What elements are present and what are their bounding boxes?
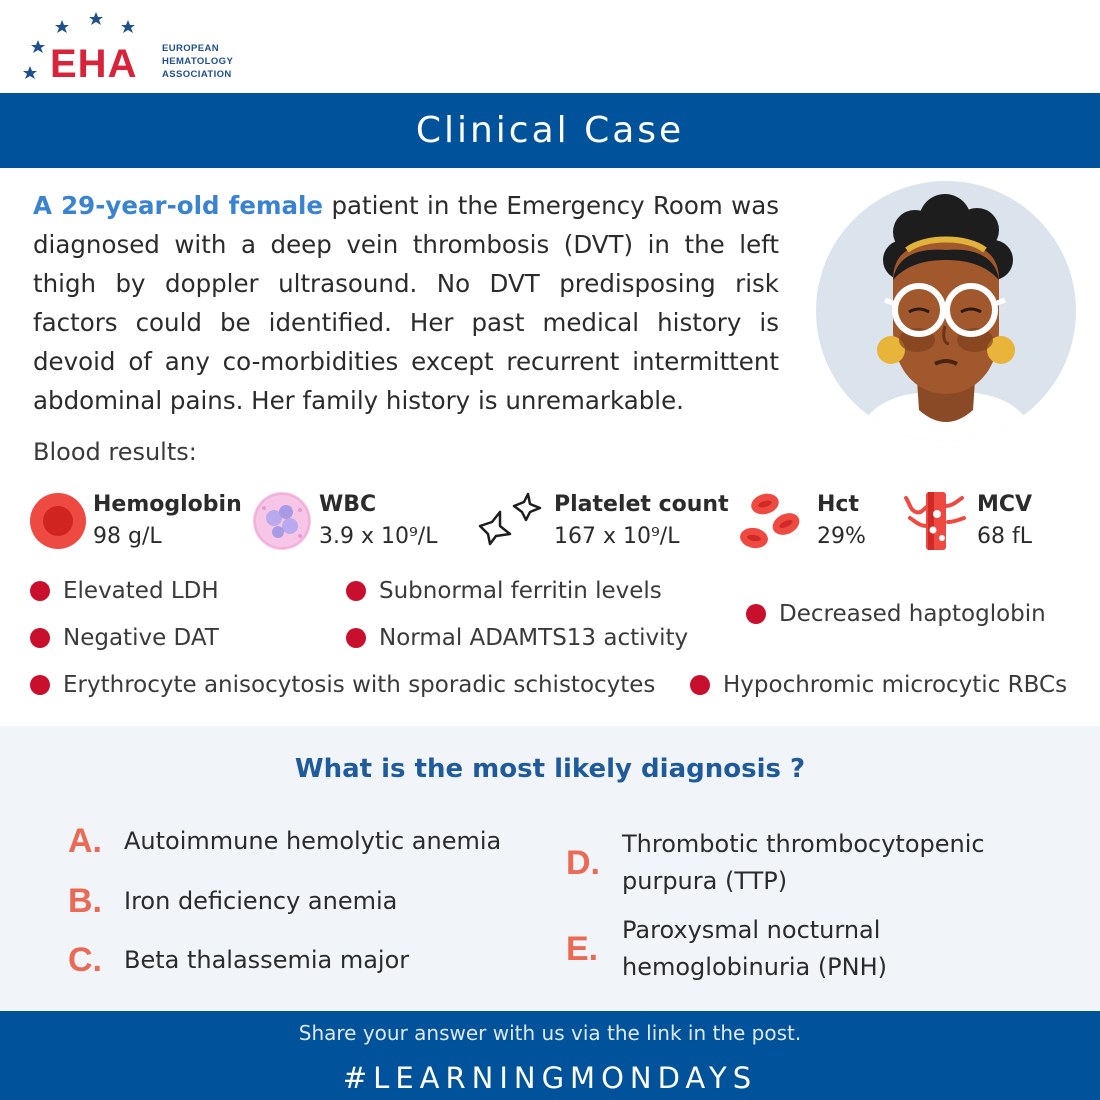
metric-name: Hemoglobin (93, 492, 242, 517)
metric-name: Platelet count (554, 492, 729, 517)
red-blood-cell-icon (26, 488, 90, 552)
metric-name: WBC (319, 492, 377, 517)
metric-value: 167 x 10⁹/L (554, 524, 680, 549)
metric-name: Hct (817, 492, 859, 517)
finding-negative-dat (30, 625, 219, 651)
option-text-line-1: Paroxysmal nocturnal (622, 916, 881, 944)
platelet-icon (470, 488, 550, 552)
header-bar (0, 93, 1100, 168)
bullet-icon (346, 628, 366, 648)
option-letter: E. (566, 929, 599, 968)
option-letter: B. (68, 882, 102, 920)
metric-value: 3.9 x 10⁹/L (319, 524, 438, 549)
case-body: patient in the Emergency Room was diagnosed with a deep vein thrombosis (DVT) in the left thigh by doppler ultrasound. No DVT predisposing risk factors could be identified. Her past medical history is devoid of any co-morbidities except recurrent intermittent abdominal pains. Her family history is unremarkable. (33, 191, 779, 415)
footer-bar (0, 1011, 1100, 1100)
share-prompt: Share your answer with us via the link in the post. (298, 1021, 802, 1045)
option-letter: A. (68, 822, 102, 860)
option-text-line-2: purpura (TTP) (622, 867, 788, 895)
bullet-icon (30, 628, 50, 648)
finding-elevated-ldh (30, 578, 219, 604)
eha-wordmark: EHA (50, 42, 138, 86)
finding-text: Normal ADAMTS13 activity (379, 625, 689, 651)
finding-text: Subnormal ferritin levels (379, 578, 662, 604)
option-text (622, 826, 985, 900)
finding-text: Decreased haptoglobin (779, 601, 1046, 627)
question-title: What is the most likely diagnosis ? (294, 754, 806, 784)
finding-text: Negative DAT (63, 625, 219, 651)
option-text (622, 912, 887, 986)
patient-highlight: A 29-year-old female (33, 191, 324, 220)
eha-logo (20, 10, 250, 88)
page-title: Clinical Case (415, 110, 685, 151)
blood-results-label: Blood results: (33, 438, 197, 466)
option-letter: C. (68, 941, 102, 979)
finding-haptoglobin (746, 601, 1046, 627)
metric-value: 29% (817, 524, 866, 549)
option-text: Iron deficiency anemia (124, 887, 398, 915)
option-d[interactable] (566, 826, 985, 900)
white-blood-cell-icon (250, 488, 314, 552)
option-a[interactable] (68, 822, 501, 861)
metric-hemoglobin (26, 488, 242, 558)
metric-mcv (900, 488, 1060, 558)
bullet-icon (30, 581, 50, 601)
organization-name (162, 42, 233, 81)
option-text-line-2: hemoglobinuria (PNH) (622, 953, 888, 981)
patient-illustration-icon (815, 180, 1077, 442)
option-b[interactable] (68, 882, 397, 921)
metric-hct (738, 488, 878, 558)
option-text: Autoimmune hemolytic anemia (124, 827, 502, 855)
finding-text: Erythrocyte anisocytosis with sporadic schistocytes (63, 672, 656, 698)
case-description (33, 186, 779, 420)
org-line-3: ASSOCIATION (162, 69, 232, 80)
bullet-icon (746, 604, 766, 624)
metric-name: MCV (977, 492, 1033, 517)
option-text-line-1: Thrombotic thrombocytopenic (622, 830, 985, 858)
blood-vessel-icon (900, 488, 970, 554)
finding-text: Elevated LDH (63, 578, 219, 604)
metric-value: 68 fL (977, 524, 1032, 549)
metric-value: 98 g/L (93, 524, 162, 549)
option-e[interactable] (566, 912, 887, 986)
finding-ferritin (346, 578, 662, 604)
bullet-icon (30, 675, 50, 695)
patient-avatar (815, 180, 1077, 442)
finding-text: Hypochromic microcytic RBCs (723, 672, 1068, 698)
metric-wbc (250, 488, 460, 558)
finding-anisocytosis (30, 672, 655, 698)
option-c[interactable] (68, 941, 409, 980)
bullet-icon (346, 581, 366, 601)
red-cells-cluster-icon (738, 488, 804, 554)
org-line-1: EUROPEAN (162, 43, 220, 54)
finding-adamts13 (346, 625, 688, 651)
finding-hypochromic-rbcs (690, 672, 1067, 698)
hashtag: #LEARNINGMONDAYS (342, 1061, 758, 1095)
org-line-2: HEMATOLOGY (162, 56, 234, 67)
bullet-icon (690, 675, 710, 695)
metric-platelet-count (470, 488, 729, 558)
option-letter: D. (566, 843, 600, 882)
option-text: Beta thalassemia major (124, 946, 410, 974)
